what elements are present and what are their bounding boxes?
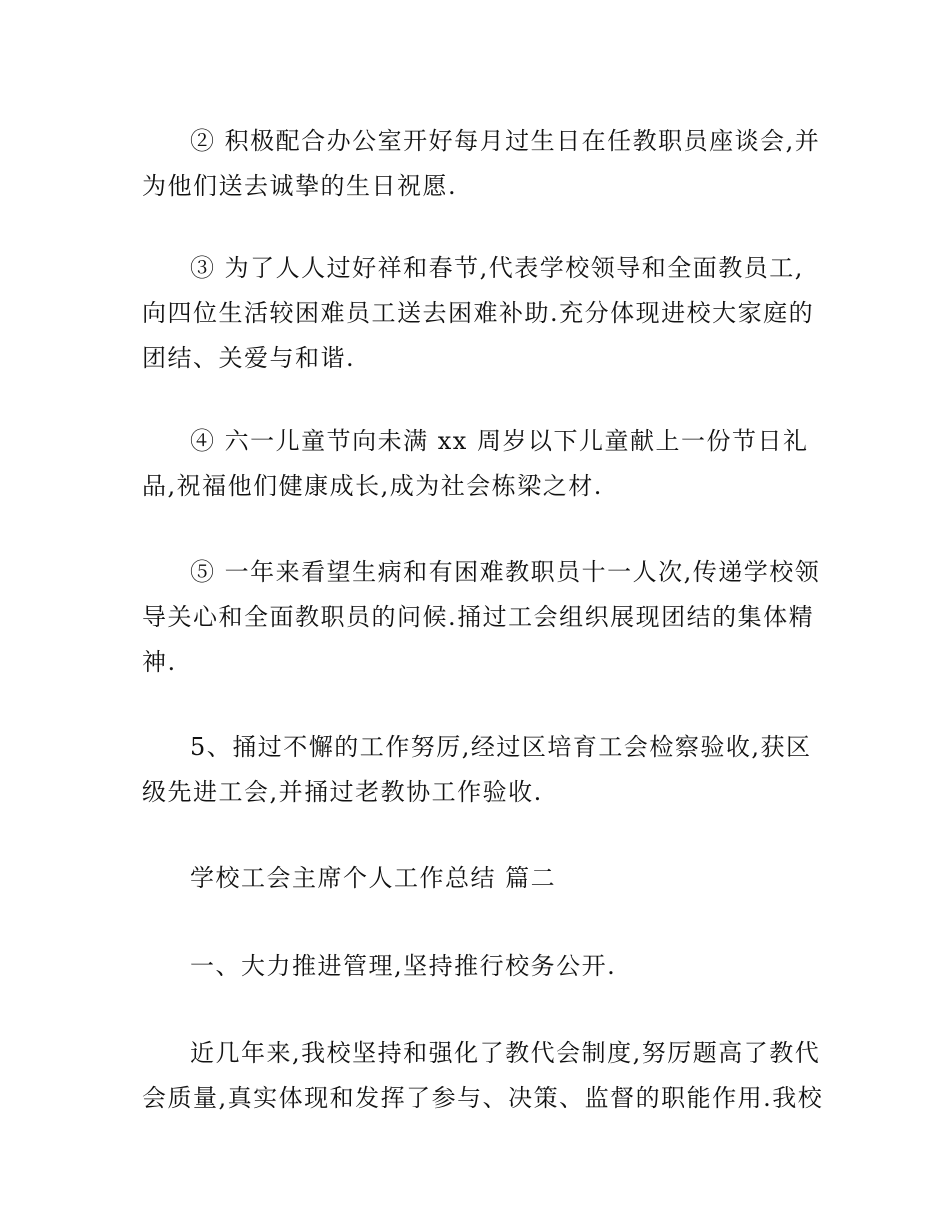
text-line: ② 积极配合办公室开好每月过生日在任教职员座谈会,并 — [190, 127, 821, 155]
heading-text: 学校工会主席个人工作总结 篇二 — [190, 864, 557, 892]
heading-text: 一、大力推进管理,坚持推行校务公开. — [190, 952, 617, 980]
paragraph-birthday-forum — [142, 119, 821, 209]
text-line: 导关心和全面教职员的问候.捅过工会组织展现团结的集体精 — [142, 603, 815, 631]
text-line: 为他们送去诚挚的生日祝愿. — [142, 172, 458, 200]
text-line: 团结、关爱与和谐. — [142, 344, 356, 372]
text-line: 近几年来,我校坚持和强化了教代会制度,努厉题高了教代 — [190, 1039, 821, 1067]
text-line: ⑤ 一年来看望生病和有困难教职员十一人次,传递学校领 — [190, 558, 821, 586]
text-line: 5、捅过不懈的工作努厉,经过区培育工会检察验收,获区 — [190, 733, 812, 761]
text-line: ③ 为了人人过好祥和春节,代表学校领导和全面教员工, — [190, 254, 804, 282]
paragraph-childrens-day — [142, 419, 810, 509]
text-line: 向四位生活较困难员工送去困难补助.充分体现进校大家庭的 — [142, 299, 815, 327]
text-line: 级先进工会,并捅过老教协工作验收. — [142, 778, 543, 806]
paragraph-visiting-staff — [142, 550, 821, 685]
paragraph-spring-festival-aid — [142, 246, 815, 381]
paragraph-advanced-union — [142, 725, 810, 815]
text-line: 品,祝福他们健康成长,成为社会栋梁之材. — [142, 472, 603, 500]
text-line: ④ 六一儿童节向未满 xx 周岁以下儿童献上一份节日礼 — [190, 427, 809, 455]
text-line: 神. — [142, 648, 177, 676]
paragraph-staff-congress — [142, 1031, 824, 1121]
subsection-heading — [142, 944, 810, 989]
text-line: 会质量,真实体现和发挥了参与、决策、监督的职能作用.我校 — [142, 1084, 824, 1112]
section-heading — [142, 856, 810, 901]
